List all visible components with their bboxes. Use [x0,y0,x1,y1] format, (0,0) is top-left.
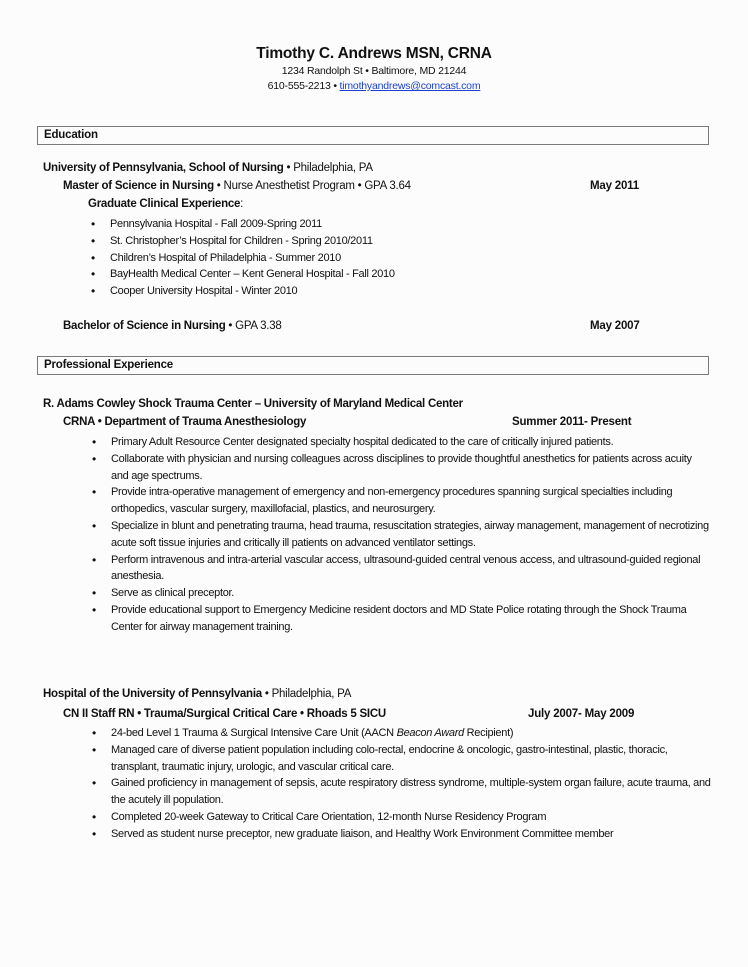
masters-detail: • Nurse Anesthetist Program • GPA 3.64 [213,180,411,192]
list-item: • Specialize in blunt and penetrating trauma, head trauma, resuscitation strategies, airway management, management of necrotizing acute soft tissue injuries and critically ill patients on advanced ventilator settings. [92,518,711,552]
list-item: • Serve as clinical preceptor. [92,585,711,602]
school-line [43,160,373,176]
job-employer: Hospital of the University of Pennsylvania [43,688,262,700]
list-item: • Primary Adult Resource Center designated specialty hospital dedicated to the care of critically injured patients. [92,434,711,451]
job-date: Summer 2011- Present [512,416,632,428]
resume-header [0,44,748,94]
job-location: • Philadelphia, PA [261,688,352,700]
bachelors-detail: • GPA 3.38 [225,320,282,332]
clinical-heading-label: Graduate Clinical Experience [88,198,241,210]
bachelors-line [63,318,282,334]
job-title: CN II Staff RN • Trauma/Surgical Critical Care • Rhoads 5 SICU [63,708,386,720]
phone-email-line [0,79,748,94]
list-item: • Cooper University Hospital - Winter 2010 [91,283,395,300]
job-employer: R. Adams Cowley Shock Trauma Center – University of Maryland Medical Center [43,398,463,410]
job-bullets [92,725,711,843]
address-line: 1234 Randolph St • Baltimore, MD 21244 [281,65,467,77]
list-item: • Provide intra-operative management of emergency and non-emergency procedures spanning surgical specialties including orthopedics, vascular surgery, maxillofacial, plastics, and neurosurgery. [92,484,711,518]
list-item: • Pennsylvania Hospital - Fall 2009-Spring 2011 [91,216,395,233]
clinical-heading [88,196,243,212]
list-item: • Completed 20-week Gateway to Critical Care Orientation, 12-month Nurse Residency Program [92,809,711,826]
job-date: July 2007- May 2009 [528,708,635,720]
list-item: • Perform intravenous and intra-arterial vascular access, ultrasound-guided central venous access, and ultrasound-guided regional anesthesia. [92,552,711,586]
email-link[interactable]: timothyandrews@comcast.com [339,80,481,92]
separator: • [330,80,340,92]
list-item: • Served as student nurse preceptor, new graduate liaison, and Healthy Work Environment Committee member [92,826,711,843]
masters-line [63,178,411,194]
bachelors-degree: Bachelor of Science in Nursing [63,320,226,332]
job-bullets [92,434,711,636]
list-item: • Gained proficiency in management of sepsis, acute respiratory distress syndrome, multiple-system organ failure, acute trauma, and the acutely ill population. [92,775,711,809]
section-header-experience: Professional Experience [37,356,709,375]
masters-degree: Master of Science in Nursing [63,180,214,192]
award-name: Beacon Award [396,727,464,739]
list-item: • Collaborate with physician and nursing colleagues across disciplines to provide thoughtful anesthetics for patients across acuity and age spectrums. [92,451,711,485]
section-header-education: Education [37,126,709,145]
job-employer-line [43,686,351,702]
bullet-text: 24-bed Level 1 Trauma & Surgical Intensive Care Unit (AACN [111,727,397,739]
phone-number: 610-555-2213 [267,80,331,92]
clinical-experience-list [91,216,395,300]
list-item: • Provide educational support to Emergency Medicine resident doctors and MD State Police rotating through the Shock Trauma Center for airway management training. [92,602,711,636]
masters-date: May 2011 [590,180,639,192]
list-item: • Children’s Hospital of Philadelphia - Summer 2010 [91,250,395,267]
school-name: University of Pennsylvania, School of Nursing [43,162,284,174]
clinical-heading-colon: : [240,198,244,210]
list-item [92,725,711,742]
bullet-text: Recipient) [463,727,514,739]
school-location: • Philadelphia, PA [283,162,373,174]
candidate-name: Timothy C. Andrews MSN, CRNA [256,45,492,62]
list-item: • BayHealth Medical Center – Kent General Hospital - Fall 2010 [91,266,395,283]
list-item: • St. Christopher’s Hospital for Children - Spring 2010/2011 [91,233,395,250]
list-item: • Managed care of diverse patient population including colo-rectal, endocrine & oncologic, gastro-intestinal, plastic, thoracic, transplant, traumatic injury, urologic, and vascular critical care. [92,742,711,776]
bachelors-date: May 2007 [590,320,640,332]
job-title: CRNA • Department of Trauma Anesthesiology [63,416,307,428]
